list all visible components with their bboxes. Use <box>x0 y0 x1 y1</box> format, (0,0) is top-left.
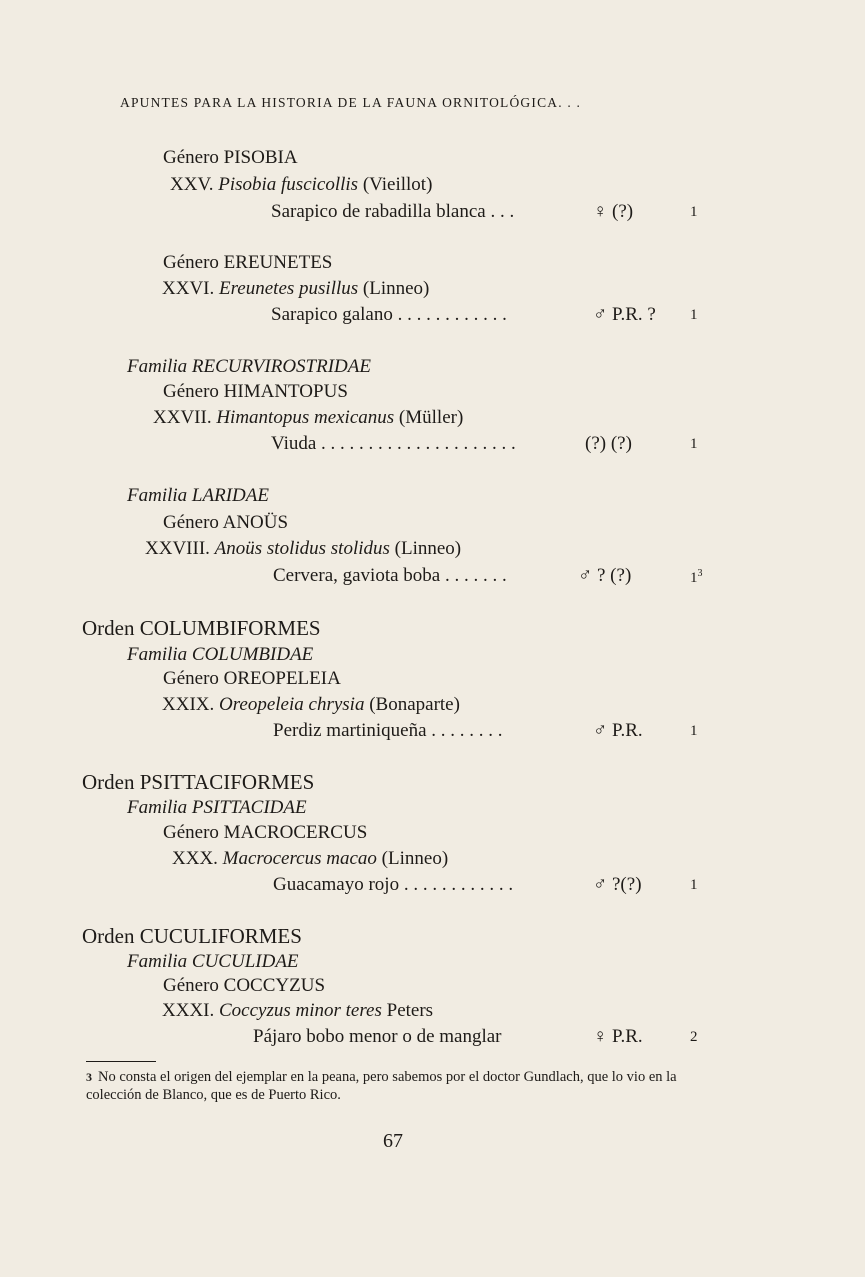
specimen-count: 1 <box>690 204 698 220</box>
specimen-count: 1 <box>690 723 698 739</box>
genus-heading: Género OREOPELEIA <box>163 668 341 689</box>
common-name: Viuda . . . . . . . . . . . . . . . . . . . . . <box>271 433 516 454</box>
species-number: XXX. <box>172 848 218 869</box>
species-author: (Vieillot) <box>362 174 433 195</box>
sex-record: ♀ (?) <box>593 201 634 222</box>
footnote-rule <box>86 1061 156 1062</box>
common-name: Pájaro bobo menor o de manglar <box>253 1026 502 1047</box>
genus-heading: Género ANOÜS <box>163 512 289 533</box>
genus-heading: Género COCCYZUS <box>163 975 326 996</box>
sex-record: ♂ ? (?) <box>578 565 632 586</box>
genus-heading: Género MACROCERCUS <box>163 822 368 843</box>
species-name: Oreopeleia chrysia <box>219 694 365 715</box>
specimen-count: 1 <box>690 877 698 893</box>
family-heading: Familia PSITTACIDAE <box>127 797 307 818</box>
sex-record: (?) (?) <box>585 433 632 454</box>
sex-record: ♀ P.R. <box>593 1026 643 1047</box>
sex-record: ♂ P.R. ? <box>593 304 656 325</box>
species-name: Anoüs stolidus stolidus <box>214 538 390 559</box>
running-header: APUNTES PARA LA HISTORIA DE LA FAUNA ORNITOLÓGICA. . . <box>120 95 582 110</box>
species-name: Himantopus mexicanus <box>216 407 395 428</box>
specimen-count: 1 <box>690 307 698 323</box>
species-number: XXXI. <box>162 1000 215 1021</box>
specimen-count: 1 <box>690 436 698 452</box>
species-entry <box>162 1000 433 1022</box>
species-author: (Müller) <box>398 407 464 428</box>
species-name: Macrocercus macao <box>222 848 377 869</box>
species-name: Coccyzus minor teres <box>219 1000 382 1021</box>
footnote-marker[interactable]: 3 <box>697 568 703 579</box>
species-author: (Bonaparte) <box>369 694 460 715</box>
species-number: XXIX. <box>162 694 215 715</box>
species-name: Pisobia fuscicollis <box>218 174 359 195</box>
specimen-count: 2 <box>690 1029 698 1045</box>
species-entry <box>162 278 429 300</box>
species-author: (Linneo) <box>362 278 430 299</box>
species-entry <box>153 407 463 429</box>
common-name: Cervera, gaviota boba . . . . . . . <box>273 565 507 586</box>
sex-record: ♂ ?(?) <box>593 874 642 895</box>
species-number: XXVII. <box>153 407 212 428</box>
species-entry <box>162 694 460 716</box>
species-author: (Linneo) <box>381 848 449 869</box>
footnote-number: 3 <box>86 1070 92 1084</box>
species-entry <box>145 538 461 560</box>
sex-record: ♂ P.R. <box>593 720 643 741</box>
order-heading: Orden CUCULIFORMES <box>82 924 302 948</box>
common-name: Guacamayo rojo . . . . . . . . . . . . <box>273 874 514 895</box>
specimen-count: $1^3$ <box>690 568 703 586</box>
common-name: Sarapico de rabadilla blanca . . . <box>271 201 515 222</box>
species-number: XXVIII. <box>145 538 210 559</box>
family-heading: Familia CUCULIDAE <box>127 951 299 972</box>
genus-heading: Género EREUNETES <box>163 252 333 273</box>
common-name: Perdiz martiniqueña . . . . . . . . <box>273 720 503 741</box>
species-entry <box>172 848 448 870</box>
footnote <box>86 1068 726 1104</box>
family-heading: Familia COLUMBIDAE <box>127 644 314 665</box>
species-name: Ereunetes pusillus <box>219 278 359 299</box>
family-heading: Familia RECURVIROSTRIDAE <box>127 356 371 377</box>
footnote-text: No consta el origen del ejemplar en la peana, pero sabemos por el doctor Gundlach, que lo vio en la colección de Blanco, que es de Puerto Rico. <box>86 1069 677 1103</box>
genus-heading: Género PISOBIA <box>163 147 298 168</box>
species-author: Peters <box>386 1000 434 1021</box>
order-heading: Orden PSITTACIFORMES <box>82 770 315 794</box>
order-heading: Orden COLUMBIFORMES <box>82 616 321 640</box>
species-author: (Linneo) <box>394 538 462 559</box>
common-name: Sarapico galano . . . . . . . . . . . . <box>271 304 507 325</box>
species-number: XXV. <box>170 174 214 195</box>
page-number: 67 <box>383 1130 403 1152</box>
genus-heading: Género HIMANTOPUS <box>163 381 348 402</box>
species-entry <box>170 174 432 196</box>
family-heading: Familia LARIDAE <box>127 485 269 506</box>
species-number: XXVI. <box>162 278 215 299</box>
